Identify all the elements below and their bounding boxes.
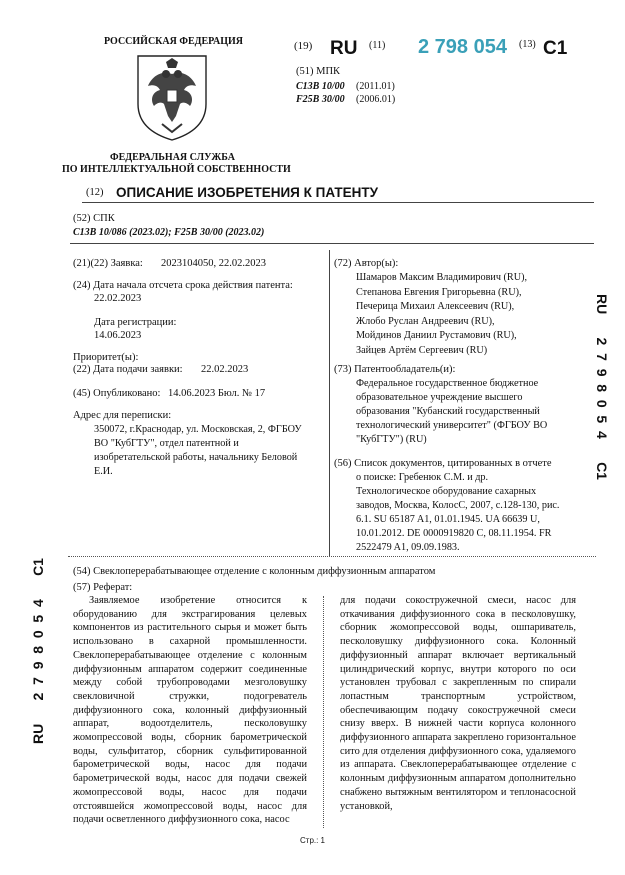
application-label: (21)(22) Заявка: xyxy=(73,258,143,269)
owner-line: технологический университет" (ФГБОУ ВО xyxy=(356,420,548,431)
cpc-divider xyxy=(70,243,594,244)
author-item: Жлобо Руслан Андреевич (RU), xyxy=(356,315,495,327)
cpc-value: C13B 10/086 (2023.02); F25B 30/00 (2023.02) xyxy=(73,227,265,238)
cited-docs-line: заводов, Москва, КолосС, 2007, с.128-130, рис. xyxy=(356,500,560,511)
registration-label: Дата регистрации: xyxy=(94,317,177,328)
priority-label: Приоритет(ы): xyxy=(73,352,139,363)
filing-value: 22.02.2023 xyxy=(201,364,249,375)
page-number: Стр.: 1 xyxy=(300,836,326,845)
author-item: Печерица Михаил Алексеевич (RU), xyxy=(356,301,515,313)
cpc-label: (52) СПК xyxy=(73,213,115,224)
ipc-code-2: F25B 30/00 xyxy=(296,94,345,105)
kind-code: C1 xyxy=(543,38,568,59)
owner-line: образовательное учреждение высшего xyxy=(356,392,523,403)
agency-name-line1: ФЕДЕРАЛЬНАЯ СЛУЖБА xyxy=(110,152,235,163)
published-label: (45) Опубликовано: xyxy=(73,388,161,399)
code-11: (11) xyxy=(369,40,386,51)
author-item: Степанова Евгения Григорьевна (RU), xyxy=(356,286,522,298)
cited-docs-line: 2522479 A1, 09.09.1983. xyxy=(356,542,460,553)
owner-line: Федеральное государственное бюджетное xyxy=(356,378,539,389)
author-item: Зайцев Артём Сергеевич (RU) xyxy=(356,344,488,356)
owner-line: "КубГТУ") (RU) xyxy=(356,434,427,445)
address-line: 350072, г.Краснодар, ул. Московская, 2, ФГБОУ xyxy=(94,424,302,435)
code-12: (12) xyxy=(86,187,104,198)
ipc-code-1: C13B 10/00 xyxy=(296,81,345,92)
code-19: (19) xyxy=(294,40,313,52)
cited-docs-line: Технологическое оборудование сахарных xyxy=(356,486,537,497)
term-value: 22.02.2023 xyxy=(94,293,142,304)
side-label-left: RU 2 7 9 8 0 5 4 C1 xyxy=(30,558,46,744)
term-label: (24) Дата начала отсчета срока действия патента: xyxy=(73,280,293,291)
country-code-ru: RU xyxy=(330,38,358,59)
cited-docs-block xyxy=(356,471,559,555)
authors-list xyxy=(356,271,527,359)
patent-number: 2 798 054 xyxy=(418,36,507,58)
abstract-left-column xyxy=(73,594,307,827)
agency-name-line2: ПО ИНТЕЛЛЕКТУАЛЬНОЙ СОБСТВЕННОСТИ xyxy=(62,164,291,175)
column-divider xyxy=(329,250,330,556)
authors-label: (72) Автор(ы): xyxy=(334,258,399,269)
abstract-left-text: Заявляемое изобретение относится к оборудованию для экстрагирования целевых компонентов из растительного сырья и может быть использовано в сахарной промышленности. Свеклоперерабатывающее отделение с колонным диффузионным аппаратом содержит соединенные между собой трубопроводами мезголовушку свекловичной стружки, подогреватель диффузионного сока, колонный диффузионный аппарат, водоотделитель, песколовушку жомопрессовой воды, сборник барометрической воды, сульфитатор, сборник сульфитированной барометрической воды, насос для подачи барометрической воды, насос для подачи свежей жомопрессовой воды, насос для подачи отстоявшейся жомопрессовой воды, насос для подачи осветленного диффузионного сока, насос xyxy=(73,595,307,826)
address-block xyxy=(94,423,329,479)
published-value: 14.06.2023 Бюл. № 17 xyxy=(168,388,266,399)
cited-docs-line: 10.01.2012. DE 0000919820 C, 08.11.1954. FR xyxy=(356,528,552,539)
author-item: Шамаров Максим Владимирович (RU), xyxy=(356,272,528,283)
author-item: Мойдинов Даниил Рустамович (RU), xyxy=(356,330,517,342)
abstract-right-column xyxy=(340,594,576,813)
title-divider xyxy=(82,202,594,203)
address-label: Адрес для переписки: xyxy=(73,410,172,421)
address-line: Е.И. xyxy=(94,466,113,477)
code-13: (13) xyxy=(519,39,536,50)
filing-label: (22) Дата подачи заявки: xyxy=(73,364,183,375)
document-type-title: ОПИСАНИЕ ИЗОБРЕТЕНИЯ К ПАТЕНТУ xyxy=(116,185,379,200)
coat-of-arms-emblem xyxy=(132,52,212,142)
address-line: изобретательской работы, начальнику Беловой xyxy=(94,452,298,463)
address-line: ВО "КубГТУ", отдел патентной и xyxy=(94,438,239,449)
cited-docs-line: о поиске: Гребенюк С.М. и др. xyxy=(356,472,489,483)
owner-block xyxy=(356,377,547,447)
abstract-label: (57) Реферат: xyxy=(73,582,133,593)
application-value: 2023104050, 22.02.2023 xyxy=(161,258,266,269)
ipc-version-1: (2011.01) xyxy=(356,81,395,92)
registration-value: 14.06.2023 xyxy=(94,330,142,341)
owner-label: (73) Патентообладатель(и): xyxy=(334,364,456,375)
ipc-label: (51) МПК xyxy=(296,66,341,77)
cited-docs-line: 6.1. SU 65187 A1, 01.01.1945. UA 66639 U, xyxy=(356,514,540,525)
ipc-version-2: (2006.01) xyxy=(356,94,396,105)
side-label-right: RU 2 7 9 8 0 5 4 C1 xyxy=(594,294,610,480)
country-label: РОССИЙСКАЯ ФЕДЕРАЦИЯ xyxy=(104,36,244,47)
invention-title: (54) Свеклоперерабатывающее отделение с колонным диффузионным аппаратом xyxy=(73,566,436,577)
column-dotted-divider xyxy=(323,596,324,828)
cited-docs-label: (56) Список документов, цитированных в отчете xyxy=(334,458,552,469)
abstract-right-text: для подачи сокостружечной смеси, насос для откачивания диффузионного сока в песколовушку, сборник жомопрессовой воды, ошпариватель, песколовушку диффузионного сока. Колонный диффузионный аппарат включает вертикальный цилиндрический корпус, внутри которого по оси установлен трубовал с закрепленным по спирали лопастным транспортным устройством, обеспечивающим подачу сокостружечной смеси снизу вверх. В нижней части корпуса колонного диффузионного аппарата закреплено горизонтальное сито для отделения диффузионного сока, удаляемого из аппарата. Свеклоперерабатывающее отделение с колонным диффузионным аппаратом дополнительно снабжено вытяжным вентилятором и теплонасосной установкой, xyxy=(340,595,576,812)
owner-line: образования "Кубанский государственный xyxy=(356,406,540,417)
section-divider xyxy=(68,556,596,557)
